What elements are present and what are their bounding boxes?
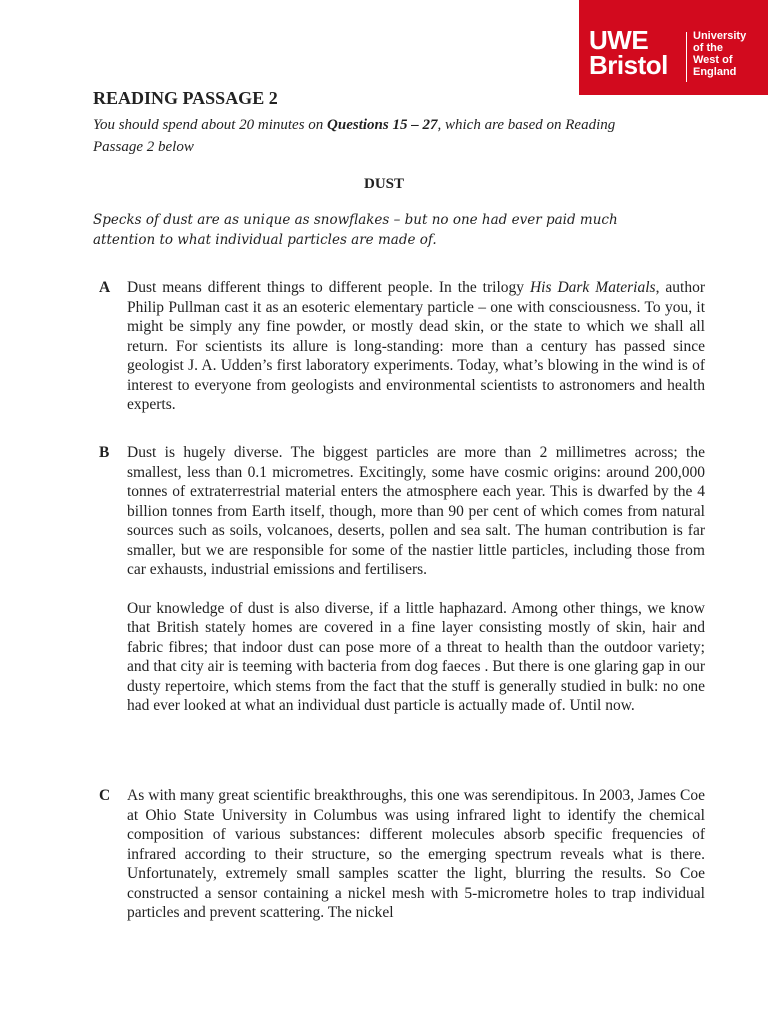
- book-title: His Dark Materials: [529, 279, 656, 296]
- passage-intro: Specks of dust are as unique as snowflakes – but no one had ever paid much attention to what individual particles are made of.: [93, 212, 618, 248]
- logo-divider: [686, 32, 687, 82]
- paragraph: Dust is hugely diverse. The biggest particles are more than 2 millimetres across; the smallest, less than 0.1 micrometres. Excitingly, some have cosmic origins: around 200,000 tonnes of extraterrestrial material enters the atmosphere each year. This is dwarfed by the 4 billion tonnes from Earth itself, though, more than 90 per cent of which comes from natural sources such as soils, volcanoes, deserts, pollen and sea salt. The human contribution is far smaller, but we are responsible for some of the nastier little particles, including those from car exhausts, industrial emissions and fertilisers.: [127, 444, 705, 578]
- section-letter: C: [99, 787, 111, 804]
- passage-title: DUST: [363, 176, 404, 192]
- uwe-bristol-logo: [579, 0, 768, 95]
- logo-name-line4: England: [693, 66, 737, 78]
- paragraph: Our knowledge of dust is also diverse, if a little haphazard. Among other things, we know that British stately homes are covered in a fine layer consisting mostly of skin, hair and fabric fibres; that indoor dust can pose more of a threat to health than the outdoor variety; and that city air is teeming with bacteria from dog faeces . But there is one glaring gap in our dusty repertoire, which stems from the fact that the stuff is generally studied in bulk: no one had ever looked at what an individual dust particle is actually made of. Until now.: [127, 599, 705, 714]
- instruction-before: You should spend about 20 minutes on: [93, 117, 328, 133]
- section-c: [93, 786, 703, 923]
- logo-mark-line2: Bristol: [589, 50, 668, 80]
- instruction-text: [93, 114, 653, 158]
- paragraph: As with many great scientific breakthroughs, this one was serendipitous. In 2003, James Coe at Ohio State University in Columbus was using infrared light to identify the chemical composition of various substances: different molecules absorb specific frequencies of infrared according to their structure, so the emerging spectrum reveals what is there. Unfortunately, extremely small samples scatter the light, blurring the results. So Coe constructed a sensor containing a nickel mesh with 5-micrometre holes to trap individual particles and prevent scattering. The nickel: [127, 787, 705, 921]
- section-letter: A: [99, 279, 111, 296]
- logo-name-line3: West of: [693, 54, 733, 66]
- instruction-after: , which are based on Reading Passage 2 below: [93, 117, 616, 155]
- section-b: [93, 443, 703, 716]
- section-a: [93, 278, 703, 415]
- paragraph-text: Dust means different things to different people. In the trilogy: [127, 279, 530, 296]
- paragraph: [127, 278, 705, 415]
- logo-mark-line1: UWE: [589, 25, 649, 55]
- logo-university-name: [693, 30, 746, 78]
- passage-heading: READING PASSAGE 2: [93, 88, 278, 108]
- paragraph-text: , author Philip Pullman cast it as an esoteric elementary particle – one with consciousness. To you, it might be simply any fine powder, or mostly dead skin, or the state to which we shall all return. For scientists its allure is long-standing: more than a century has passed since geologist J. A. Udden’s first laboratory experiments. Today, what’s blowing in the wind is of interest to everyone from geologists and environmental scientists to astronomers and health experts.: [127, 279, 705, 413]
- logo-name-line1: University: [693, 30, 747, 42]
- logo-name-line2: of the: [693, 42, 723, 54]
- logo-mark: [589, 25, 668, 80]
- section-letter: B: [99, 444, 110, 461]
- instruction-questions: Questions 15 – 27: [327, 117, 438, 133]
